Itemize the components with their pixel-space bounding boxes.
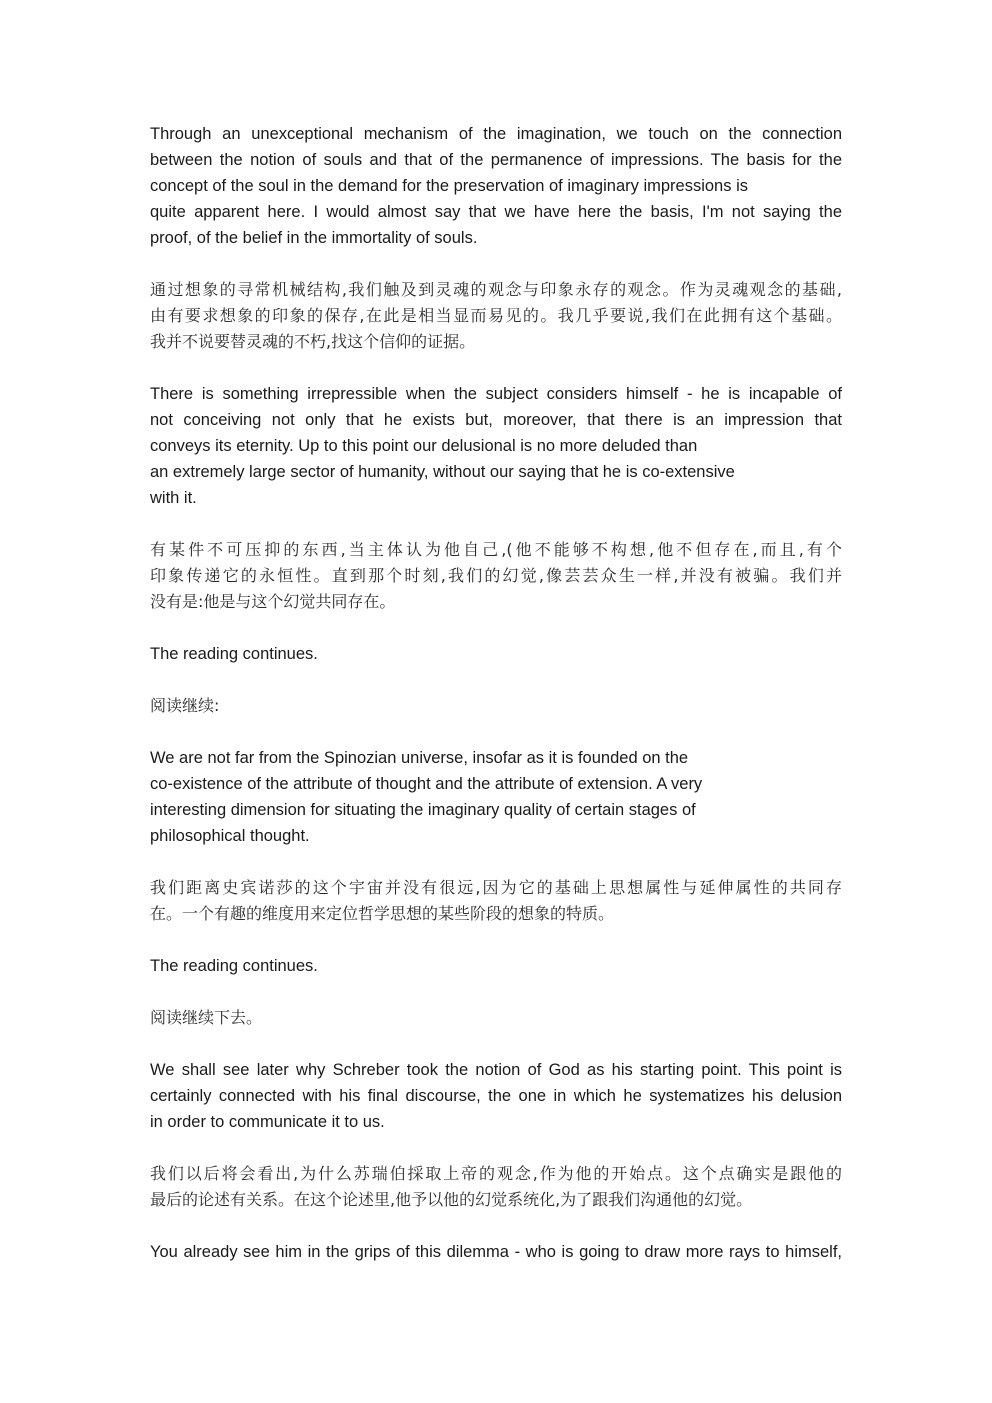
text-line: You already see him in the grips of this dilemma - who is going to draw more rays to himself, bbox=[150, 1243, 842, 1261]
text-line: conveys its eternity. Up to this point our delusional is no more deluded than bbox=[150, 437, 698, 455]
paragraph-chinese bbox=[150, 537, 842, 615]
paragraph-spacer bbox=[150, 667, 842, 693]
text-line: 在。一个有趣的维度用来定位哲学思想的某些阶段的想象的特质。 bbox=[150, 904, 615, 923]
document-page bbox=[150, 121, 842, 1265]
paragraph-spacer bbox=[150, 615, 842, 641]
text-line: 有某件不可压抑的东西,当主体认为他自己,(他不能够不构想,他不但存在,而且,有个 bbox=[150, 540, 842, 559]
paragraph-english bbox=[150, 121, 842, 251]
paragraph-spacer bbox=[150, 719, 842, 745]
text-line: 阅读继续: bbox=[150, 696, 220, 715]
paragraph-spacer bbox=[150, 251, 842, 277]
text-line: We are not far from the Spinozian universe, insofar as it is founded on the bbox=[150, 749, 689, 767]
text-line: proof, of the belief in the immortality of souls. bbox=[150, 229, 478, 247]
paragraph-english bbox=[150, 1057, 842, 1135]
text-line: concept of the soul in the demand for the preservation of imaginary impressions is bbox=[150, 177, 748, 195]
text-line: with it. bbox=[150, 489, 197, 507]
paragraph-spacer bbox=[150, 927, 842, 953]
paragraph-spacer bbox=[150, 511, 842, 537]
paragraph-spacer bbox=[150, 849, 842, 875]
text-line: 我并不说要替灵魂的不朽,找这个信仰的证据。 bbox=[150, 332, 476, 351]
text-line: between the notion of souls and that of the permanence of impressions. The basis for the bbox=[150, 151, 842, 169]
paragraph-chinese bbox=[150, 875, 842, 927]
text-line: 我们距离史宾诺莎的这个宇宙并没有很远,因为它的基础上思想属性与延伸属性的共同存 bbox=[150, 878, 842, 897]
text-line: not conceiving not only that he exists but, moreover, that there is an impression that bbox=[150, 411, 842, 429]
paragraph-english bbox=[150, 953, 842, 979]
text-line: certainly connected with his final discourse, the one in which he systematizes his delusion bbox=[150, 1087, 842, 1105]
text-line: 印象传递它的永恒性。直到那个时刻,我们的幻觉,像芸芸众生一样,并没有被骗。我们并 bbox=[150, 566, 842, 585]
paragraph-spacer bbox=[150, 1031, 842, 1057]
text-line: 最后的论述有关系。在这个论述里,他予以他的幻觉系统化,为了跟我们沟通他的幻觉。 bbox=[150, 1190, 753, 1209]
paragraph-spacer bbox=[150, 979, 842, 1005]
text-line: The reading continues. bbox=[150, 645, 318, 663]
text-line: 没有是:他是与这个幻觉共同存在。 bbox=[150, 592, 396, 611]
paragraph-chinese bbox=[150, 1005, 842, 1031]
text-line: philosophical thought. bbox=[150, 827, 310, 845]
text-line: 由有要求想象的印象的保存,在此是相当显而易见的。我几乎要说,我们在此拥有这个基础。 bbox=[150, 306, 842, 325]
text-line: interesting dimension for situating the imaginary quality of certain stages of bbox=[150, 801, 696, 819]
paragraph-spacer bbox=[150, 1135, 842, 1161]
paragraph-spacer bbox=[150, 355, 842, 381]
text-line: We shall see later why Schreber took the notion of God as his starting point. This point is bbox=[150, 1061, 842, 1079]
text-line: co-existence of the attribute of thought and the attribute of extension. A very bbox=[150, 775, 703, 793]
paragraph-chinese bbox=[150, 277, 842, 355]
paragraph-english bbox=[150, 381, 842, 511]
text-line: Through an unexceptional mechanism of the imagination, we touch on the connection bbox=[150, 125, 842, 143]
text-line: 通过想象的寻常机械结构,我们触及到灵魂的观念与印象永存的观念。作为灵魂观念的基础, bbox=[150, 280, 842, 299]
paragraph-spacer bbox=[150, 1213, 842, 1239]
text-line: in order to communicate it to us. bbox=[150, 1113, 385, 1131]
text-line: an extremely large sector of humanity, without our saying that he is co-extensive bbox=[150, 463, 735, 481]
text-line: 阅读继续下去。 bbox=[150, 1008, 263, 1027]
paragraph-english bbox=[150, 641, 842, 667]
text-line: The reading continues. bbox=[150, 957, 318, 975]
paragraph-english bbox=[150, 1239, 842, 1265]
paragraph-chinese bbox=[150, 693, 842, 719]
paragraph-chinese bbox=[150, 1161, 842, 1213]
text-line: 我们以后将会看出,为什么苏瑞伯採取上帝的观念,作为他的开始点。这个点确实是跟他的 bbox=[150, 1164, 842, 1183]
text-line: There is something irrepressible when the subject considers himself - he is incapable of bbox=[150, 385, 842, 403]
text-line: quite apparent here. I would almost say that we have here the basis, I'm not saying the bbox=[150, 203, 842, 221]
paragraph-english bbox=[150, 745, 842, 849]
